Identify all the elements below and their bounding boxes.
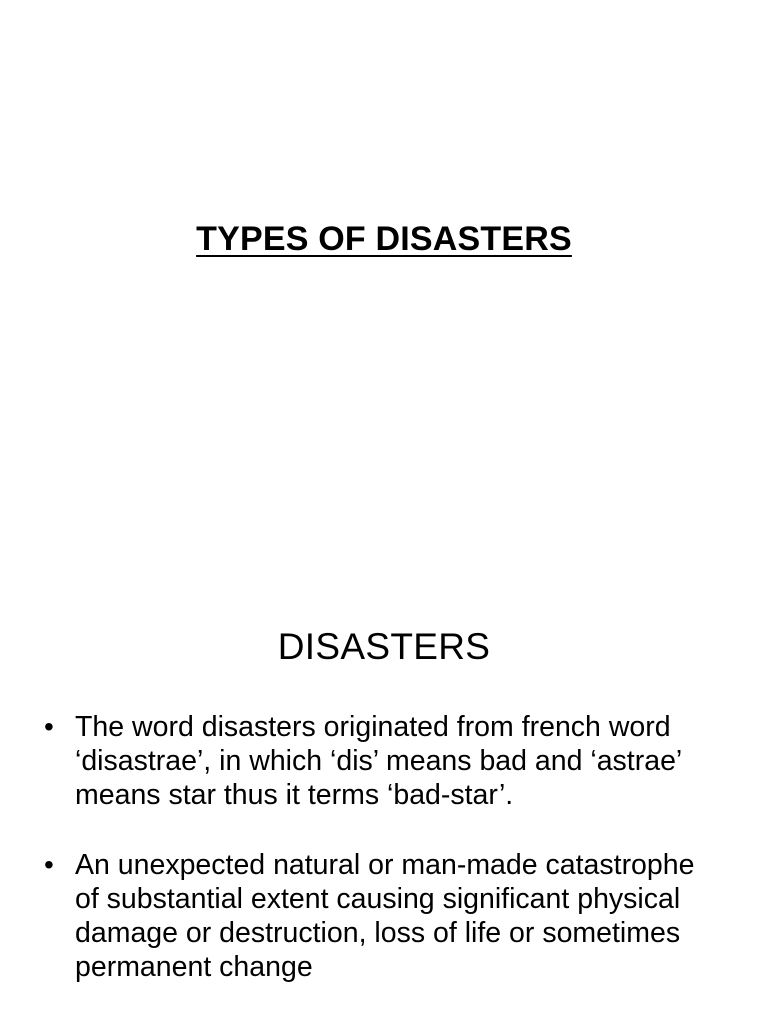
slide-heading: DISASTERS <box>277 626 491 667</box>
content-slide <box>0 560 768 1024</box>
bullet-item <box>44 848 704 984</box>
slide-title: TYPES OF DISASTERS <box>196 220 572 258</box>
bullet-dot-icon: • <box>44 711 54 742</box>
bullet-text: The word disasters originated from french word ‘disastrae’, in which ‘dis’ means bad and ‘astrae’ means star thus it terms ‘bad-star’. <box>75 711 682 811</box>
bullet-item <box>44 710 704 812</box>
bullet-list <box>44 710 704 1020</box>
bullet-text: An unexpected natural or man-made catastrophe of substantial extent causing significant physical damage or destruction, loss of life or sometimes permanent change <box>75 849 695 983</box>
bullet-dot-icon: • <box>44 849 54 880</box>
